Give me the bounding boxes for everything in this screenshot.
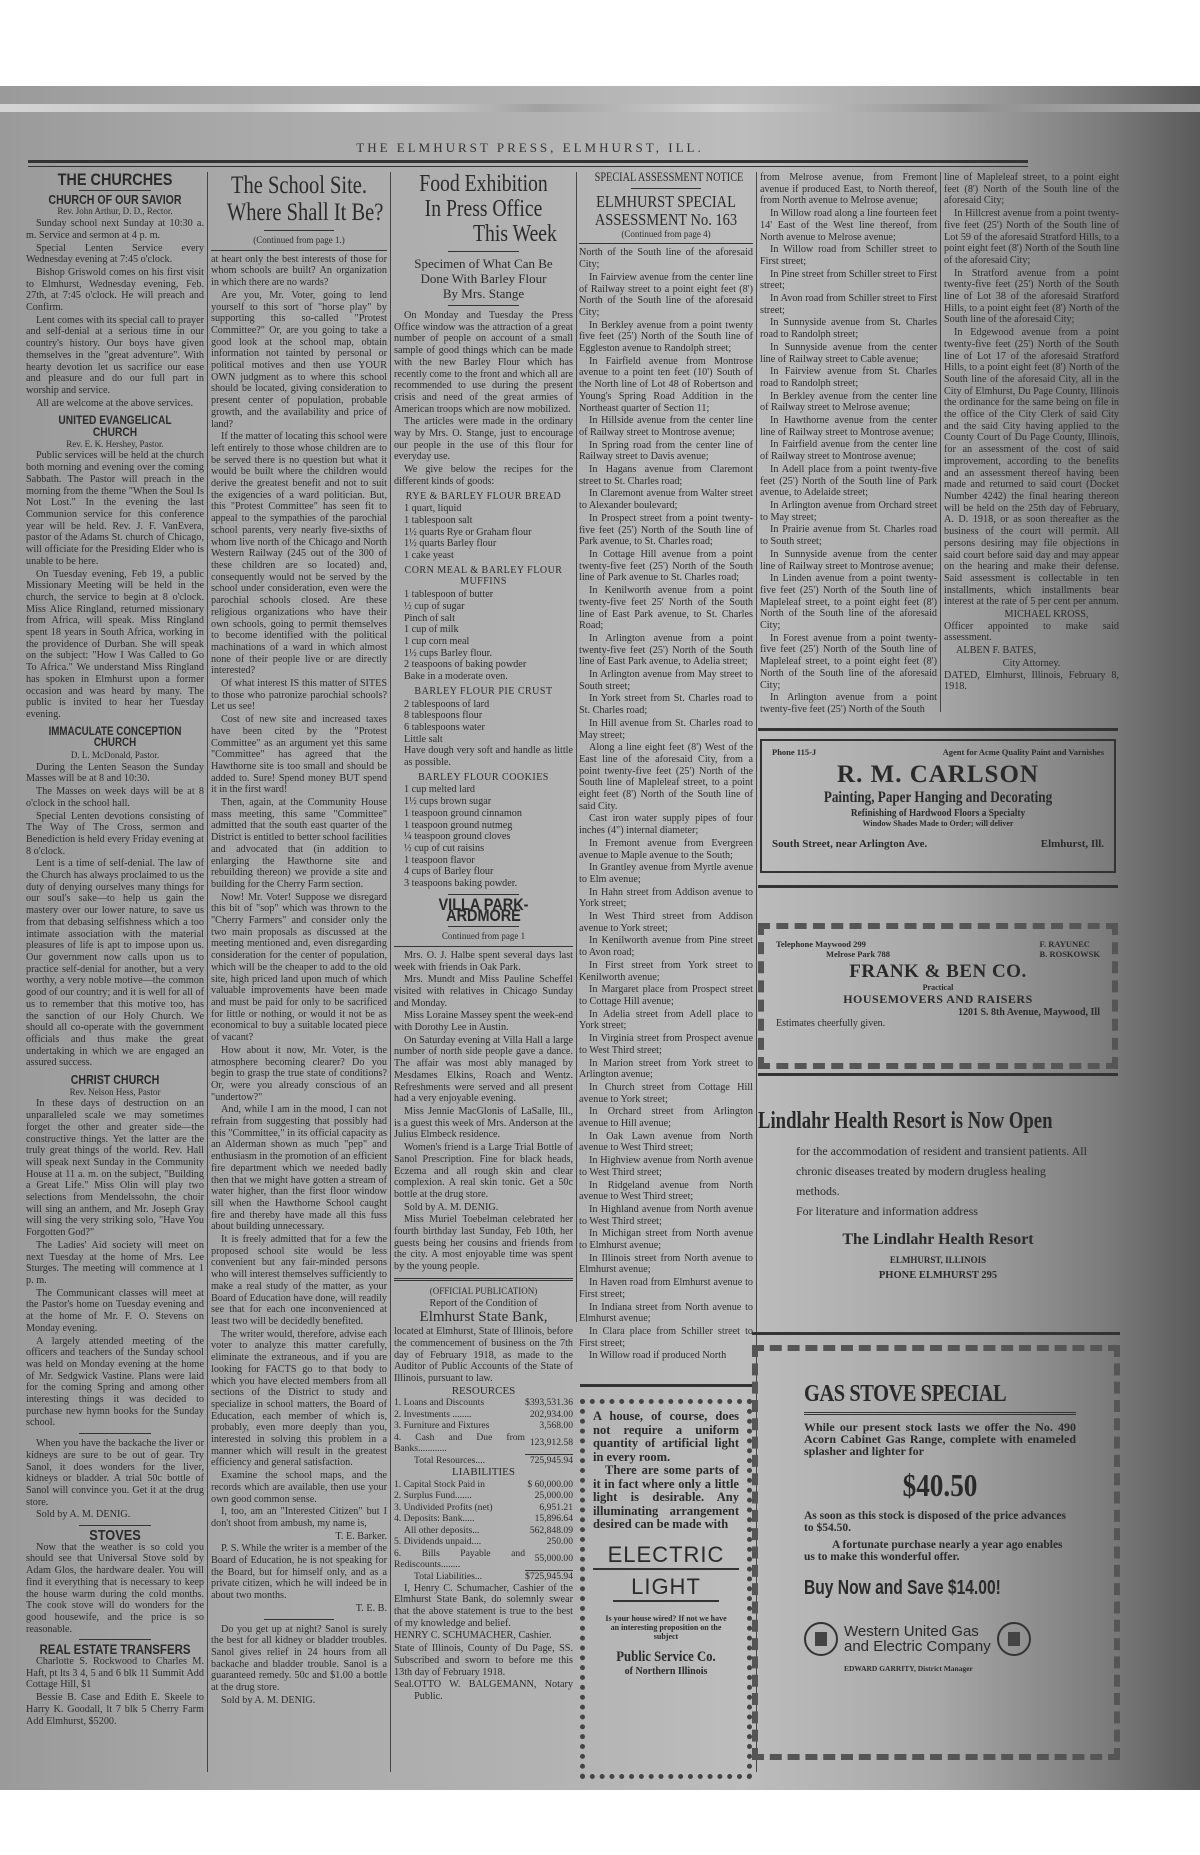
pastor: Rev. E. K. Hershey, Pastor. [66, 438, 164, 449]
list-item: North of the South line of the aforesaid City; [579, 247, 753, 271]
ad-estimates: Estimates cheerfully given. [776, 1018, 886, 1029]
church-title: UNITED EVANGELICAL CHURCH [58, 413, 172, 440]
paragraph: Of what interest IS this matter of SITES to those who patronize parochial schools? Let us see! [211, 678, 387, 713]
paragraph: Are you, Mr. Voter, going to lend yourself to this sort of "horse play" by supporting this so-called "Protest Committee?" Or, are you going to take a good look at the school map, obtain information not tainted by personal or political motives and then use YOUR OWN judgment as to where this school should be located, giving consideration to present center of population, probable growth, and the availability and price of land? [211, 289, 387, 430]
jurat: State of Illinois, County of Du Page, SS. Subscribed and sworn to before me this 13th day of February 1918. [394, 1643, 573, 1678]
ad-resort-name: The Lindlahr Health Resort [842, 1231, 1034, 1248]
column-divider [390, 172, 391, 1772]
paragraph: Lent is a time of self-denial. The law of the Church has always proclaimed to us the duty of denying ourselves many things for our soul's sake—to help us gain the mastery over our lower nature, to save us from that debasing selfishness which a too intimate association with the material pleasures of life is apt to impose upon us. Our government now calls upon us to practice self-denial for another, but a very worthy, a very noble motive—the common good of our country; and it is well for all of us to remember that this motive too, has the sanction of our Holy Church. We should all co-operate with the government officials and thus make the great undertaking in which we are engaged an assured success. [26, 858, 204, 1069]
ad-headline: Lindlahr Health Resort is Now Open [758, 1108, 1053, 1134]
postscript: P. S. While the writer is a member of the Board of Education, he is not speaking for the Board, but for himself only, and as a private citizen, which he will indeed be in about two months. [211, 1543, 387, 1602]
pastor: D. L. McDonald, Pastor. [70, 750, 160, 761]
assessment-list [579, 247, 753, 1362]
section-title: THE CHURCHES [57, 170, 173, 189]
list-item: In Prairie avenue from St. Charles road to South street; [760, 524, 937, 548]
headline: Food Exhibition [419, 171, 548, 197]
list-item: In Oak Lawn avenue from North avenue to West Third street; [579, 1130, 753, 1154]
transfer-item: Charlotte S. Rockwood to Charles M. Haft, pt lts 3 4, 5 and 6 blk 11 Summit Add Cottage Hill, $1 [26, 1656, 204, 1691]
ad-city: Elmhurst, Ill. [1040, 838, 1104, 850]
list-item: In Haven road from Elmhurst avenue to First street; [579, 1277, 753, 1300]
column-assessment-end [944, 172, 1119, 712]
ingredient: 1 cup corn meal [404, 635, 470, 647]
divider [758, 1073, 1118, 1076]
list-item: In Cottage Hill avenue from a point twenty-five feet (25') North of the South line of Park avenue to St. Charles road; [579, 548, 753, 584]
ad-specialty: Refinishing of Hardwood Floors a Specialty [850, 807, 1026, 819]
paragraph: Examine the school maps, and the records which are available, then use your own good common sense. [211, 1470, 387, 1505]
list-item: In Adell place from a point twenty-five feet (25') North of the South line of Park avenue, to Adelaide street; [760, 463, 937, 499]
liabilities-title: LIABILITIES [452, 1465, 515, 1478]
ingredient: 8 tablespoons flour [404, 710, 483, 722]
ad-body: for the accommodation of resident and transient patients. All chronic diseases treated by modern drugless healing methods. [796, 1144, 1087, 1198]
ad-address: South Street, near Arlington Ave. [772, 838, 928, 850]
signer-title: Officer appointed to make said assessment. [944, 620, 1119, 644]
column-school-site [211, 172, 387, 1782]
paragraph: The Ladies' Aid society will meet on next Tuesday at the home of Mrs. Lee Sturges. The meeting will commence at 1 p. m. [26, 1239, 204, 1286]
divider [264, 230, 334, 231]
ingredient: 1½ quarts Rye or Graham flour [404, 526, 532, 538]
headline: Where Shall It Be? [226, 199, 384, 226]
official-publication: (OFFICIAL PUBLICATION) [429, 1285, 538, 1296]
ad-phone: Telephone Maywood 299 [776, 939, 866, 949]
ad-body: For literature and information address [796, 1204, 978, 1218]
seal-label: Seal. [394, 1679, 415, 1691]
list-item: In Fairfield avenue from Montrose avenue to a point ten feet (10') South of the North line of Lot 48 of Robertson and Young's Spring Road Addition in the Northeast quarter of Section 11; [579, 355, 753, 414]
list-item: In Fairview avenue from the center line of Railway street to a point eight feet (8') North of the South line of the aforesaid City; [579, 271, 753, 318]
ingredient: 2 teaspoons of baking powder [404, 659, 527, 671]
paragraph: Now! Mr. Voter! Suppose we disregard this bit of "sop" which was thrown to the "Cherry Farmers" and consider only the two main proposals as discussed at the meeting mentioned and, even disregarding consideration for the center of population, which will be the cheaper to add to the old site, high priced land upon much of which valuable improvements have been made and must be paid for only to be sacrificed for little or nothing, or would it not be as economical to buy a suitable located piece of vacant? [211, 891, 387, 1044]
ad-carlson [758, 728, 1118, 888]
ad-owner: F. RAYUNEC [1039, 939, 1090, 949]
ad-body: A fortunate purchase nearly a year ago enables us to make this wonderful offer. [804, 1539, 1063, 1563]
divider [394, 946, 573, 947]
ad-lindlahr [758, 1108, 1118, 1318]
ingredient: ¼ teaspoon ground cloves [404, 831, 511, 843]
ad-headline: GAS STOVE SPECIAL [804, 1381, 1007, 1407]
paragraph: Public services will be held at the church both morning and evening over the coming Sabbath. The Pastor will preach in the morning from the theme "When the Soul Is Not Lost." In the evening the last Communion service for this conference year will be held. Rev. J. F. VanEvera, pastor of the Adams St. church of Chicago, will officiate for the Presiding Elder who is unable to be here. [26, 450, 204, 567]
ad-services: Painting, Paper Hanging and Decorating [823, 789, 1053, 806]
ad-company: Public Service Co. [616, 1648, 716, 1665]
masthead: THE ELMHURST PRESS, ELMHURST, ILL. [356, 140, 704, 155]
ingredient: 6 tablespoons water [404, 721, 485, 733]
paragraph: On Saturday evening at Villa Hall a large number of north side people gave a dance. The affair was most ably managed by Mesdames Elkins, Roach and Wentz. Refreshments were served and all present had a very enjoyable evening. [394, 1034, 573, 1105]
ad-gas-stove [752, 1332, 1120, 1772]
list-item: In Arlington avenue from Orchard street to May street; [760, 499, 937, 523]
divider [264, 1619, 334, 1620]
signer: HENRY C. SCHUMACHER, Cashier. [394, 1630, 552, 1642]
table-row: 1. Loans and Discounts $393,531.36 [394, 1397, 573, 1409]
ad-business-name: R. M. CARLSON [837, 761, 1039, 788]
list-item: from Melrose avenue, from Fremont avenue if produced East, to North thereof, from North avenue to Melrose avenue; [760, 172, 937, 207]
paragraph: Mrs. O. J. Halbe spent several days last week with friends in Oak Park. [394, 949, 573, 973]
list-item: line of Mapleleaf street, to a point eight feet (8') North of the South line of the aforesaid City; [944, 172, 1119, 207]
table-row: 2. Investments ........ 202,934.00 [394, 1408, 573, 1420]
notary-line [394, 1679, 573, 1702]
table-row-total: Total Liabilities... $725,945.94 [414, 1570, 573, 1583]
list-item: In Prospect street from a point twenty-five feet (25') North of the South line of Park avenue, to St. Charles road; [579, 512, 753, 548]
church-title: CHRIST CHURCH [70, 1073, 160, 1088]
divider [211, 250, 387, 251]
ad-electric-light [580, 1384, 752, 1784]
paragraph: The Masses on week days will be at 8 o'clock in the school hall. [26, 786, 204, 809]
ad-trade: HOUSEMOVERS AND RAISERS [843, 992, 1033, 1006]
ad-window-shades: Window Shades Made to Order; will deliver [862, 819, 1014, 828]
continued-note: (Continued from page 1.) [253, 235, 345, 245]
ad-price: $40.50 [902, 1467, 978, 1503]
ad-frank-ben [758, 923, 1118, 1081]
list-item: In Grantley avenue from Myrtle avenue to Elm avenue; [579, 862, 753, 885]
list-item: In Clara place from Schiller street to First street; [579, 1325, 753, 1349]
table-row-total: Total Resources.... 725,945.94 [414, 1455, 573, 1467]
list-item: In Willow road if produced North [589, 1350, 727, 1362]
ad-cta: Buy Now and Save $14.00! [804, 1577, 1001, 1599]
list-item: In Forest avenue from a point twenty-five feet (25') North of the South line of Mapleleaf street, to a point eight feet (8') North of the South line of the aforesaid City; [760, 632, 937, 691]
list-item: In Kenilworth avenue from Pine street to Avon road; [579, 935, 753, 959]
divider [79, 1639, 150, 1640]
list-item: In West Third street from Addison avenue to York street; [579, 911, 753, 934]
headline: In Press Office [424, 196, 543, 222]
paragraph: I, too, am an "Interested Citizen" but I don't shoot from ambush, my name is, [211, 1506, 387, 1529]
heat-light-power-logo-icon [997, 1622, 1031, 1656]
column-assessment-cont [760, 172, 937, 715]
ad-body: While our present stock lasts we offer the No. 490 Acorn Cabinet Gas Range, complete with enameled splasher and lighter for [804, 1420, 1076, 1458]
list-item: In Marion street from York street to Arlington avenue; [579, 1057, 753, 1081]
ad-big-text: LIGHT [613, 1574, 719, 1602]
column-divider [940, 172, 941, 712]
paragraph: Mrs. Mundt and Miss Pauline Scheffel visited with relatives in Chicago Sunday and Monday. [394, 974, 573, 1009]
table-row: 4. Cash and Due from Banks............ 123,912.58 [394, 1431, 573, 1455]
ingredient: 1½ cups Barley flour. [404, 647, 492, 659]
ad-company: and Electric Company [844, 1638, 991, 1655]
list-item: In Arlington avenue from a point twenty-five feet (25') North of the South [760, 692, 937, 715]
ingredient: ½ cup of cut raisins [404, 842, 485, 854]
liabilities-table [394, 1479, 573, 1583]
paragraph: Miss Loraine Massey spent the week-end with Dorothy Lee in Austin. [394, 1010, 573, 1034]
notice-title: ELMHURST SPECIAL [596, 191, 736, 211]
table-row: 3. Undivided Profits (net) 6,951.21 [394, 1501, 573, 1513]
table-row: 2. Surplus Fund....... 25,000.00 [394, 1490, 573, 1502]
ingredient: 1 cup melted lard [404, 784, 476, 796]
dated-line: DATED, Elmhurst, Illinois, February 8, 1918. [944, 669, 1119, 693]
sold-by: Sold by A. M. DENIG. [221, 1694, 316, 1706]
continued-note: (Continued from page 4) [621, 228, 711, 239]
list-item: In Berkley avenue from the center line of Railway street to Melrose avenue; [760, 390, 937, 414]
ad-business-name: FRANK & BEN CO. [849, 961, 1027, 982]
headline: This Week [473, 221, 557, 247]
list-item: In Willow road from Schiller street to First street; [760, 244, 937, 267]
ad-body: As soon as this stock is disposed of the price advances to $54.50. [804, 1510, 1066, 1534]
recipe-title: RYE & BARLEY FLOUR BREAD [405, 490, 562, 502]
list-item: In Sunnyside avenue from the center line of Railway street to Montrose avenue; [760, 548, 937, 572]
list-item: In Hagans avenue from Claremont street to St. Charles road; [579, 464, 753, 487]
real-estate-title: REAL ESTATE TRANSFERS [39, 1642, 191, 1658]
table-row: 1. Capital Stock Paid in $ 60,000.00 [394, 1478, 573, 1490]
masthead-rule-thin [28, 166, 1028, 167]
ingredient: Little salt [404, 733, 443, 745]
ad-company: Western United Gas [844, 1623, 979, 1640]
paragraph: Then, again, at the Community House mass meeting, this same "Committee" admitted that the south east quarter of the District is entitled to better school facilities and advocated that (in addition to enlarging the Hawthorne site and rebuilding thereon) we provide a site and building for the Cherry Farm section. [211, 797, 387, 890]
list-item: In Claremont avenue from Walter street to Alexander boulevard; [579, 488, 753, 512]
column-divider [207, 172, 208, 1772]
ingredient: ½ cup of sugar [404, 600, 465, 612]
divider [79, 1525, 150, 1526]
resources-title: RESOURCES [451, 1384, 516, 1397]
subheadline: Done With Barley Flour [420, 271, 547, 286]
list-item: In Stratford avenue from a point twenty-five feet (25') North of the South line of Lot 38 of the aforesaid Stratford Hills, to a point eight feet (8') North of the South line of the aforesaid City; [944, 267, 1119, 326]
ad-city: ELMHURST, ILLINOIS [889, 1255, 987, 1265]
paragraph: On Tuesday evening, Feb 19, a public Missionary Meeting will be held in the church, the service to begin at 8 o'clock. Miss Alice Ringland, returned missionary from Africa, will speak. Miss Ringland spent 18 years in South Africa, working in the providence of Durban. She will speak on the subject: "How I Was Called to Go To Africa." We understand Miss Ringland has spoken in Elmhurst upon a former occasion and was heard by many. The public is invited to hear her Tuesday evening. [26, 568, 204, 720]
paragraph: at heart only the best interests of those for whom schools are built? An organization in which there are no wards? [211, 253, 387, 289]
list-item: Cast iron water supply pipes of four inches (4") internal diameter; [579, 813, 753, 837]
list-item: In York street from St. Charles road to St. Charles road; [579, 693, 753, 717]
list-item: In Kenilworth avenue from a point twenty-five feet 25' North of the South line of East Park avenue, to St. Charles Road; [579, 585, 753, 632]
masthead-rule [28, 160, 1028, 163]
list-item: In Fremont avenue from Evergreen avenue to Maple avenue to the South; [579, 837, 753, 861]
signature: T. E. Barker. [335, 1530, 387, 1542]
list-item: In Arlington avenue from a point twenty-five feet (25') North of the South line of East Park avenue, to Adelia street; [579, 632, 753, 668]
list-item: In Edgewood avenue from a point twenty-five feet (25') North of the South line of Lot 17 of the aforesaid Stratford Hills, to a point eight feet (8') North of the South line of the aforesaid City, all in the City of Elmhurst, Du Page County, Illinois the ordinance for the same being on file in the office of the City Clerk of said City and the said City having applied to the County Court of Du Page County, Illinois, for an assessment of the cost of said improvement, according to the benefits and an assessment thereof having been made and returned to said court (Docket Number 4242) the final hearing thereon will be held on the 25th day of February, A. D. 1918, or as soon thereafter as the business of the court will permit. All persons desiring may file objections in said court before said day and may appear on the hearing and make their defense. Said assessment is collectable in ten installments, which installments bear interest at the rate of 5 per cent per annum. [944, 327, 1119, 608]
list-item: In Hill avenue from St. Charles road to May street; [579, 717, 753, 741]
divider [79, 1433, 150, 1434]
church-title: IMMACULATE CONCEPTION CHURCH [48, 725, 182, 750]
oath: I, Henry C. Schumacher, Cashier of the Elmhurst State Bank, do solemnly swear that the above statement is true to the best of my knowledge and belief. [394, 1582, 573, 1629]
pastor: Rev. Nelson Hess, Pastor [69, 1086, 161, 1097]
ad-question: Is your house wired? If not we have an interesting proposition on the subject [605, 1613, 727, 1641]
paragraph: Special Lenten Service every Wednesday evening at 7:45 o'clock. [26, 242, 204, 266]
paragraph: The Communicant classes will meet at the Pastor's home on Tuesday evening and at the home of Mr. F. O. Stevens on Monday evening. [26, 1287, 204, 1334]
divider [579, 243, 753, 244]
paragraph: Women's friend is a Large Trial Bottle of Sanol Prescription. Fine for black heads, Eczema and all rough skin and clear complexion. A real skin tonic. Get a 50c bottle at the drug store. [394, 1142, 573, 1200]
bottom-margin [0, 1790, 1200, 1855]
list-item: In Ridgeland avenue from North avenue to West Third street; [579, 1179, 753, 1203]
ad-phone: Melrose Park 788 [826, 949, 891, 959]
divider [448, 251, 520, 252]
bank-intro: located at Elmhurst, State of Illinois, before the commencement of business on the 7th day of February 1918, as made to the Auditor of Public Accounts of the State of Illinois, pursuant to law. [394, 1326, 573, 1385]
paragraph: On Monday and Tuesday the Press Office window was the attraction of a great number of people on account of a small sample of good things which can be made with the new Barley Flour which has recently come to the front and which all are recommended to use during the present crisis and need of the great armies of American troops which are now mobilized. [394, 310, 573, 415]
list-item: In First street from York street to Kenilworth avenue; [579, 959, 753, 983]
paragraph: If the matter of locating this school were left entirely to those whose children are to be served there is no question but what it would be built where the children would derive the greatest benefit and not to suit the exigencies of a ward politician. But, this "Protest Committee" has seen fit to appeal to the sympathies of the parochial school parents, very nearly five-sixths of whom live north of the Chicago and North Western Railway (245 out of the 300 of these children are so located) and, consequently would not be served by the school under consideration, even were the parochial schools closed. Are these religious organizations who have their own schools, going to permit themselves to become identified with the political machinations of a ward in which almost none of their people live or are directly interested? [211, 431, 387, 677]
recipe-title: BARLEY FLOUR COOKIES [418, 771, 549, 783]
list-item: In Pine street from Schiller street to First street; [760, 268, 937, 292]
table-row: 6. Bills Payable and Rediscounts........ 55,000.00 [394, 1547, 573, 1571]
list-item: In Hahn street from Addison avenue to York street; [579, 886, 753, 910]
ingredient: Bake in a moderate oven. [404, 671, 508, 683]
list-item: In Linden avenue from a point twenty-five feet (25') North of the South line of Mapleleaf street, to a point eight feet (8') North of the South line of the aforesaid City; [760, 573, 937, 632]
paragraph: In these days of destruction on an unparalleled scale we may sometimes forget the other and greater side—the constructive things. Yet the latter are the truly great things of the world. Rev. Hall will speak next Sunday in the Community House at 11 a. m. on the subject, "Building a Great Life." Miss Olin will play two selections from Mendelssohn, the choir will sing an anthem, and Mr. Joseph Gray will sing the very striking solo, "Have You Forgotten God?" [26, 1098, 204, 1239]
paragraph: Miss Muriel Toebelman celebrated her fourth birthday last Sunday, Feb 10th, her guests being her cousins and friends from the city. A most enjoyable time was spent by the young people. [394, 1214, 573, 1273]
ad-body: A house, of course, does not require a uniform quantity of artificial light in every room. [593, 1409, 739, 1464]
signer: ALBEN F. BATES, [956, 645, 1037, 657]
divider [448, 305, 520, 306]
divider [448, 926, 520, 927]
ingredient: 1 tablespoon of butter [404, 589, 494, 601]
bank-name: Elmhurst State Bank, [419, 1309, 548, 1326]
list-item: In Fairview avenue from St. Charles road to Randolph street; [760, 366, 937, 389]
list-item: In Spring road from the center line of Railway street to Davis avenue; [579, 439, 753, 463]
ingredient: 3 teaspoons baking powder. [404, 878, 518, 890]
paragraph: We give below the recipes for the different kinds of goods: [394, 464, 573, 487]
ingredient: Pinch of salt [404, 612, 455, 624]
column-divider [576, 172, 577, 1322]
table-row: 4. Deposits: Bank..... 15,896.64 [394, 1513, 573, 1525]
recipe-title: CORN MEAL & BARLEY FLOUR MUFFINS [404, 564, 563, 588]
paragraph: Special Lenten devotions consisting of The Way of The Cross, sermon and Benediction is held every Friday evening at 8 o'clock. [26, 810, 204, 857]
list-item: Along a line eight feet (8') West of the East line of the aforesaid City, from a point twenty-five feet (25') North of the South line of Mapleleaf street, to a point eight feet (8') North of the South line of said City. [579, 742, 753, 812]
ingredient: 1 teaspoon ground nutmeg [404, 819, 513, 831]
ad-region: of Northern Illinois [624, 1665, 708, 1677]
list-item: In Virginia street from Prospect avenue to West Third street; [579, 1033, 753, 1056]
list-item: In Arlington avenue from May street to South street; [579, 669, 753, 692]
list-item: In Fairfield avenue from the center line of Railway street to Montrose avenue; [760, 439, 937, 463]
list-item: In Adelia street from Adell place to York street; [579, 1008, 753, 1032]
paragraph: During the Lenten Season the Sunday Masses will be at 8 and 10:30. [26, 761, 204, 785]
list-item: In Avon road from Schiller street to First street; [760, 293, 937, 316]
ad-manager: EDWARD GARRITY, District Manager [844, 1664, 973, 1673]
stoves-title: STOVES [89, 1527, 141, 1545]
paragraph: And, while I am in the mood, I can not refrain from suggesting that possibly had this "Committee," in its official capacity as an Alderman shown as much "pep" and enthusiasm in the promotion of an efficient fire department which we needed badly then that we might have gotten a stream of water higher, than the first floor window sill when the Hawthorne School caught fire and thereby have made all this fuss about building unnecessary. [211, 1104, 387, 1233]
ingredient: 1½ cups brown sugar [404, 796, 492, 808]
paragraph: It is freely admitted that for a few the proposed school site would be less convenient but any fair-minded persons who will interest themselves sufficiently to make a real study of the matter, as your Board of Education have done, will readily see that for each one inconvenienced at least two will be decidedly benefited. [211, 1234, 387, 1327]
report-title: Report of the Condition of [429, 1297, 538, 1309]
continued-note: Continued from page 1 [441, 931, 526, 942]
ad-body: There are some parts of it in fact where only a little light is desirable. Any illuminating arrangement desired can be made with [593, 1463, 739, 1531]
recipe-title: BARLEY FLOUR PIE CRUST [414, 685, 553, 697]
divider [631, 188, 701, 189]
notice-header: SPECIAL ASSESSMENT NOTICE [594, 170, 744, 184]
ad-address: 1201 S. 8th Avenue, Maywood, Ill [957, 1007, 1100, 1018]
ad-owner: B. ROSKOWSK [1039, 949, 1100, 959]
paragraph: Lent comes with its special call to prayer and self-denial at a serious time in our country's history. Our boys have given themselves in the "great adventure". With hearty devotion let us sacrifice our ease and pleasure and do our full part in worship and service. [26, 314, 204, 396]
headline: The School Site. [230, 172, 368, 199]
ingredient: 2 tablespoons of lard [404, 698, 490, 710]
scan-artifact [0, 104, 1200, 112]
sold-by: Sold by A. M. DENIG. [36, 1509, 131, 1521]
list-item: In Michigan street from North avenue to Elmhurst avenue; [579, 1228, 753, 1252]
top-margin [0, 0, 1200, 86]
sanol-notice: Do you get up at night? Sanol is surely the best for all kidney or bladder troubles. Sanol gives relief in 24 hours from all backache and bladder trouble. Sanol is a guaranteed remedy. 50c and $1.00 a bottle at the drug store. [211, 1623, 387, 1694]
villa-park-title: VILLA PARK-ARDMORE [438, 894, 529, 926]
paragraph: How about it now, Mr. Voter, is the atmosphere becoming clearer? Do you begin to grasp the true state of conditions? Or, were you already conscious of an "undertow?" [211, 1044, 387, 1103]
list-item: In Sunnyside avenue from St. Charles road to Randolph street; [760, 317, 937, 341]
ingredient: 1 tablespoon salt [404, 514, 473, 526]
ad-practical: Practical [922, 983, 954, 992]
list-item: In Willow road along a line fourteen feet 14' East of the West line thereof, from North avenue to Melrose avenue; [760, 208, 937, 243]
list-item: In Indiana street from North avenue to Elmhurst avenue; [579, 1301, 753, 1325]
pastor: Rev. John Arthur, D. D., Rector. [57, 206, 173, 217]
ad-agent: Agent for Acme Quality Paint and Varnishes [942, 747, 1104, 757]
list-item: In Church street from Cottage Hill avenue to York street; [579, 1081, 753, 1105]
divider [79, 190, 150, 191]
table-row: 3. Furniture and Fixtures 3,568.00 [394, 1420, 573, 1432]
ingredient: 4 cups of Barley flour [404, 866, 494, 878]
ingredient: 1 teaspoon flavor [404, 854, 475, 866]
ingredient: 1 quart, liquid [404, 503, 462, 515]
signer-title: City Attorney. [1002, 657, 1061, 669]
column-assessment-notice [579, 170, 753, 1362]
transfer-item: Bessie B. Case and Edith E. Skeele to Harry K. Goodall, lt 7 blk 5 Cherry Farm Add Elmhurst, $5200. [26, 1692, 204, 1727]
subheadline: Specimen of What Can Be [414, 256, 553, 271]
list-item: In Sunnyside avenue from the center line of Railway street to Cable avenue; [760, 341, 937, 365]
signer: MICHAEL KROSS, [1004, 609, 1089, 621]
ingredient: 1 teaspoon ground cinnamon [404, 807, 522, 819]
column-churches [26, 172, 204, 1782]
resources-table [394, 1397, 573, 1467]
paragraph: Cost of new site and increased taxes have been cited by the "Protest Committee" as an argument yet this same "Committee" has agreed that the Hawthorne site is too small and should be added to. Sure! Spend money BUT spend it in the first ward! [211, 714, 387, 796]
paragraph: All are welcome at the above services. [36, 397, 193, 409]
church-title: CHURCH OF OUR SAVIOR [48, 192, 182, 207]
signature: T. E. B. [355, 1602, 387, 1614]
list-item: In Margaret place from Prospect street to Cottage Hill avenue; [579, 984, 753, 1007]
table-row: All other deposits... 562,848.09 [404, 1524, 573, 1536]
ad-phone: Phone 115-J [772, 747, 817, 757]
ad-phone: PHONE ELMHURST 295 [878, 1270, 998, 1281]
divider [804, 1412, 1076, 1415]
divider [394, 1278, 573, 1281]
paragraph: A largely attended meeting of the officers and teachers of the Sunday school was held on Monday evening at the home of Mr. Sedgwick Vastine. Plans were laid for the coming Spring and among other interesting things it was decided to purchase new hymn books for the Sunday school. [26, 1335, 204, 1429]
column-food-exhibition [394, 172, 573, 1782]
paragraph: The writer would, therefore, advise each voter to analyze this matter carefully, eliminate the extraneous, and if you are looking for FACTS go to that body to which you have elected members from all sections of the District to study and specialize in school matters, the Board of Education, each member of which is, probably, even more deeply than you, interested in solving this problem in a manner which will result in the greatest efficiency and general satisfaction. [211, 1328, 387, 1469]
ad-big-text: ELECTRIC [593, 1542, 739, 1570]
list-item: In Hillcrest avenue from a point twenty-five feet (25') North of the South line of Lot 59 of the aforesaid Stratford Hills, to a point eight feet (8') North of the South line of the aforesaid City; [944, 208, 1119, 266]
list-item: In Hawthorne avenue from the center line of Railway street to Montrose avenue; [760, 415, 937, 438]
ad-company-logo [804, 1622, 1092, 1656]
ingredient: 1 cup of milk [404, 624, 459, 636]
paragraph: Sold by A. M. DENIG. [404, 1201, 499, 1213]
paragraph: Bishop Griswold comes on his first visit to Elmhurst, Wednesday evening, Feb. 27th, at 7:45 o'clock. He will preach and Confirm. [26, 266, 204, 314]
list-item: In Highland avenue from North avenue to West Third street; [579, 1203, 753, 1227]
ingredient: Have dough very soft and handle as little as possible. [404, 745, 573, 769]
list-item: In Highview avenue from North avenue to West Third street; [579, 1155, 753, 1178]
ingredient: 1½ quarts Barley flour [404, 538, 497, 550]
ingredient: 1 cake yeast [404, 550, 454, 562]
paragraph: The articles were made in the ordinary way by Mrs. O. Stange, just to encourage our people in the use of this flour for everyday use. [394, 416, 573, 463]
list-item: In Orchard street from Arlington avenue to Hill avenue; [579, 1106, 753, 1130]
table-row: 5. Dividends unpaid.... 250.00 [394, 1536, 573, 1548]
list-item: In Hillside avenue from the center line of Railway street to Montrose avenue; [579, 415, 753, 438]
sanol-notice: When you have the backache the liver or kidneys are sure to be out of gear. Try Sanol, it does wonders for the liver, kidneys or bladder. A trial 50c bottle of Sanol will convince you. Get it at the drug store. [26, 1438, 204, 1508]
heat-light-power-logo-icon [804, 1622, 838, 1656]
list-item: In Berkley avenue from a point twenty five feet (25') North of the South line of Eggleston avenue to Randolph street; [579, 319, 753, 355]
stoves-text: Now that the weather is so cold you should see that Universal Stove sold by Adam Glos, the hardware dealer. You will find it everything that is necessary to keep the house warm during the cold months. The cook stove will do wonders for the good housewife, and the price is so reasonable. [26, 1541, 204, 1635]
list-item: In Illinois street from North avenue to Elmhurst avenue; [579, 1252, 753, 1276]
paragraph: Sunday school next Sunday at 10:30 a. m. Service and sermon at 4 p. m. [26, 218, 204, 241]
notary: OTTO W. BALGEMANN, Notary Public. [414, 1679, 573, 1702]
byline: By Mrs. Stange [442, 286, 525, 301]
paragraph: Miss Jennie MacGlonis of LaSalle, Ill., is a guest this week of Mrs. Anderson at the Julius Elmbeck residence. [394, 1106, 573, 1141]
notice-title: ASSESSMENT No. 163 [594, 209, 738, 229]
